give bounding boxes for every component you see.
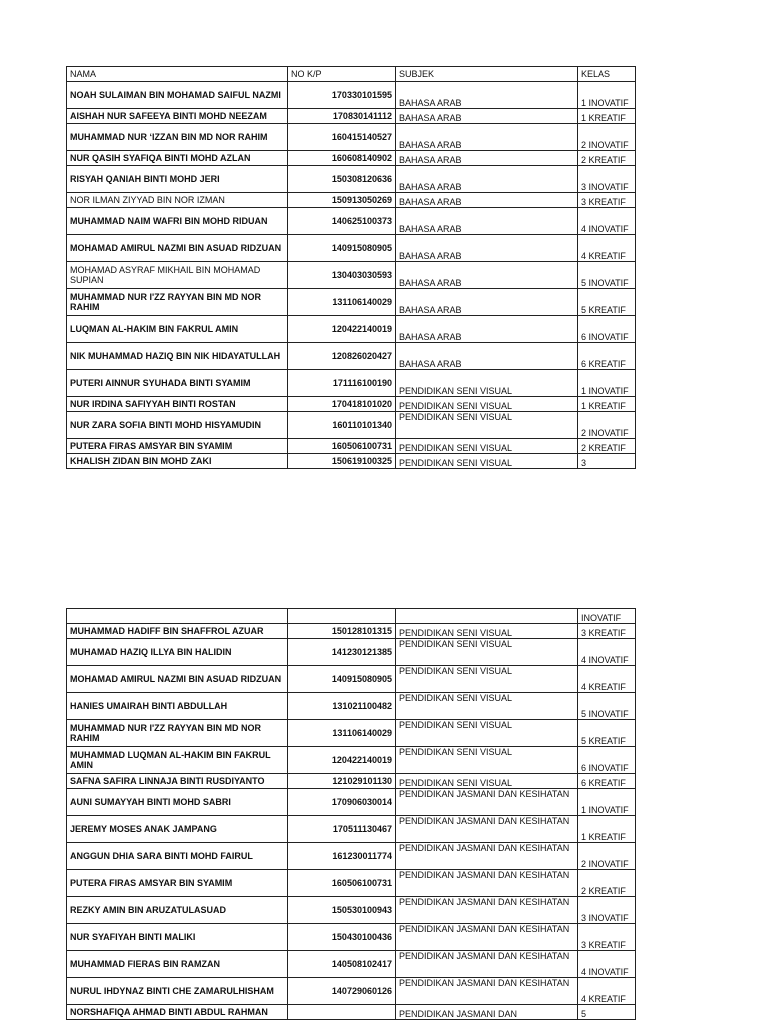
table-row bbox=[67, 151, 636, 166]
table-row bbox=[67, 774, 636, 789]
cell-subjek: PENDIDIKAN SENI VISUAL bbox=[396, 747, 578, 774]
table-row bbox=[67, 235, 636, 262]
cell-subjek: PENDIDIKAN SENI VISUAL bbox=[396, 774, 578, 789]
cell-no-kp: 150128101315 bbox=[288, 624, 396, 639]
table-row bbox=[67, 166, 636, 193]
table-row bbox=[67, 412, 636, 439]
table-row bbox=[67, 193, 636, 208]
cell-nama: MUHAMMAD NUR I'ZZ RAYYAN BIN MD NOR RAHIM bbox=[67, 289, 288, 316]
cell-no-kp: 160608140902 bbox=[288, 151, 396, 166]
table-page-1 bbox=[66, 66, 636, 469]
cell-kelas: 5 KREATIF bbox=[578, 720, 636, 747]
cell-subjek: PENDIDIKAN SENI VISUAL bbox=[396, 624, 578, 639]
cell-subjek: BAHASA ARAB bbox=[396, 262, 578, 289]
cell-no-kp: 131106140029 bbox=[288, 289, 396, 316]
cell-nama: MUHAMMAD NUR ‘IZZAN BIN MD NOR RAHIM bbox=[67, 124, 288, 151]
cell-kelas: 4 KREATIF bbox=[578, 235, 636, 262]
cell-nama: NUR QASIH SYAFIQA BINTI MOHD AZLAN bbox=[67, 151, 288, 166]
cell-kelas: 1 INOVATIF bbox=[578, 370, 636, 397]
table-row bbox=[67, 454, 636, 469]
cell-kelas: 4 KREATIF bbox=[578, 666, 636, 693]
cell-nama: MUHAMMAD LUQMAN AL-HAKIM BIN FAKRUL AMIN bbox=[67, 747, 288, 774]
table-row bbox=[67, 693, 636, 720]
cell-subjek: BAHASA ARAB bbox=[396, 151, 578, 166]
cell-kelas: 5 INOVATIF bbox=[578, 693, 636, 720]
cell-subjek: PENDIDIKAN SENI VISUAL bbox=[396, 693, 578, 720]
header-nama: NAMA bbox=[67, 67, 288, 82]
cell-nama: LUQMAN AL-HAKIM BIN FAKRUL AMIN bbox=[67, 316, 288, 343]
cell-nama: PUTERI AINNUR SYUHADA BINTI SYAMIM bbox=[67, 370, 288, 397]
cell-subjek: BAHASA ARAB bbox=[396, 343, 578, 370]
cell-subjek: PENDIDIKAN SENI VISUAL bbox=[396, 370, 578, 397]
cell-no-kp: 150530100943 bbox=[288, 897, 396, 924]
cell-subjek: BAHASA ARAB bbox=[396, 82, 578, 109]
header-kelas: KELAS bbox=[578, 67, 636, 82]
table-row bbox=[67, 1005, 636, 1020]
cell-subjek: BAHASA ARAB bbox=[396, 124, 578, 151]
cell-no-kp: 150308120636 bbox=[288, 166, 396, 193]
cell-kelas: 6 INOVATIF bbox=[578, 316, 636, 343]
cell-kelas: 3 KREATIF bbox=[578, 624, 636, 639]
cell-no-kp: 131021100482 bbox=[288, 693, 396, 720]
table-row bbox=[67, 124, 636, 151]
cell-no-kp: 140729060126 bbox=[288, 978, 396, 1005]
cell-no-kp: 140508102417 bbox=[288, 951, 396, 978]
cell-nama: JEREMY MOSES ANAK JAMPANG bbox=[67, 816, 288, 843]
cell-subjek: PENDIDIKAN SENI VISUAL bbox=[396, 397, 578, 412]
table-row bbox=[67, 370, 636, 397]
cell-nama: AISHAH NUR SAFEEYA BINTI MOHD NEEZAM bbox=[67, 109, 288, 124]
cell-kelas: 6 INOVATIF bbox=[578, 747, 636, 774]
cell-no-kp: 160506100731 bbox=[288, 439, 396, 454]
cell-nama: MOHAMAD ASYRAF MIKHAIL BIN MOHAMAD SUPIAN bbox=[67, 262, 288, 289]
table-row bbox=[67, 82, 636, 109]
cell-kelas: 4 KREATIF bbox=[578, 978, 636, 1005]
cell-subjek: PENDIDIKAN JASMANI DAN bbox=[396, 1005, 578, 1020]
cell-no-kp: 120826020427 bbox=[288, 343, 396, 370]
cell-no-kp: 171116100190 bbox=[288, 370, 396, 397]
table-row bbox=[67, 789, 636, 816]
table-row bbox=[67, 289, 636, 316]
cell-subjek: PENDIDIKAN JASMANI DAN KESIHATAN bbox=[396, 978, 578, 1005]
cell-nama: NOR ILMAN ZIYYAD BIN NOR IZMAN bbox=[67, 193, 288, 208]
cell-kelas: INOVATIF bbox=[578, 609, 636, 624]
cell-subjek: PENDIDIKAN SENI VISUAL bbox=[396, 412, 578, 439]
cell-subjek: PENDIDIKAN JASMANI DAN KESIHATAN bbox=[396, 951, 578, 978]
cell-no-kp: 121029101130 bbox=[288, 774, 396, 789]
cell-no-kp: 170418101020 bbox=[288, 397, 396, 412]
cell-nama: MUHAMMAD HADIFF BIN SHAFFROL AZUAR bbox=[67, 624, 288, 639]
cell-nama: PUTERA FIRAS AMSYAR BIN SYAMIM bbox=[67, 439, 288, 454]
cell-subjek: PENDIDIKAN JASMANI DAN KESIHATAN bbox=[396, 870, 578, 897]
cell-kelas: 2 INOVATIF bbox=[578, 843, 636, 870]
cell-no-kp bbox=[288, 1005, 396, 1020]
table-row bbox=[67, 109, 636, 124]
cell-no-kp: 160110101340 bbox=[288, 412, 396, 439]
cell-nama: REZKY AMIN BIN ARUZATULASUAD bbox=[67, 897, 288, 924]
cell-subjek: BAHASA ARAB bbox=[396, 208, 578, 235]
cell-subjek: PENDIDIKAN SENI VISUAL bbox=[396, 720, 578, 747]
cell-no-kp: 120422140019 bbox=[288, 316, 396, 343]
cell-nama: KHALISH ZIDAN BIN MOHD ZAKI bbox=[67, 454, 288, 469]
cell-no-kp: 150619100325 bbox=[288, 454, 396, 469]
cell-kelas: 1 INOVATIF bbox=[578, 789, 636, 816]
cell-nama: RISYAH QANIAH BINTI MOHD JERI bbox=[67, 166, 288, 193]
cell-nama: MOHAMAD AMIRUL NAZMI BIN ASUAD RIDZUAN bbox=[67, 666, 288, 693]
table-row bbox=[67, 624, 636, 639]
cell-nama: MUHAMAD HAZIQ ILLYA BIN HALIDIN bbox=[67, 639, 288, 666]
cell-kelas: 5 INOVATIF bbox=[578, 262, 636, 289]
table-row bbox=[67, 951, 636, 978]
cell-kelas: 3 KREATIF bbox=[578, 193, 636, 208]
table-row bbox=[67, 208, 636, 235]
cell-nama: SAFNA SAFIRA LINNAJA BINTI RUSDIYANTO bbox=[67, 774, 288, 789]
cell-no-kp: 170511130467 bbox=[288, 816, 396, 843]
cell-subjek: PENDIDIKAN JASMANI DAN KESIHATAN bbox=[396, 816, 578, 843]
cell-kelas: 1 KREATIF bbox=[578, 397, 636, 412]
table-row bbox=[67, 924, 636, 951]
cell-nama: NORSHAFIQA AHMAD BINTI ABDUL RAHMAN bbox=[67, 1005, 288, 1020]
cell-subjek: PENDIDIKAN SENI VISUAL bbox=[396, 439, 578, 454]
cell-subjek: PENDIDIKAN SENI VISUAL bbox=[396, 639, 578, 666]
cell-kelas: 2 INOVATIF bbox=[578, 412, 636, 439]
cell-nama: HANIES UMAIRAH BINTI ABDULLAH bbox=[67, 693, 288, 720]
cell-kelas: 5 bbox=[578, 1005, 636, 1020]
cell-kelas: 1 KREATIF bbox=[578, 816, 636, 843]
cell-kelas: 5 KREATIF bbox=[578, 289, 636, 316]
cell-nama bbox=[67, 609, 288, 624]
cell-kelas: 6 KREATIF bbox=[578, 774, 636, 789]
table-row bbox=[67, 666, 636, 693]
cell-subjek: BAHASA ARAB bbox=[396, 109, 578, 124]
cell-nama: MUHAMMAD FIERAS BIN RAMZAN bbox=[67, 951, 288, 978]
cell-no-kp: 120422140019 bbox=[288, 747, 396, 774]
cell-nama: NUR IRDINA SAFIYYAH BINTI ROSTAN bbox=[67, 397, 288, 412]
cell-no-kp: 130403030593 bbox=[288, 262, 396, 289]
cell-no-kp: 150913050269 bbox=[288, 193, 396, 208]
table-row bbox=[67, 439, 636, 454]
cell-nama: ANGGUN DHIA SARA BINTI MOHD FAIRUL bbox=[67, 843, 288, 870]
cell-subjek: BAHASA ARAB bbox=[396, 316, 578, 343]
cell-kelas: 1 KREATIF bbox=[578, 109, 636, 124]
cell-kelas: 2 INOVATIF bbox=[578, 124, 636, 151]
cell-kelas: 4 INOVATIF bbox=[578, 208, 636, 235]
cell-nama: MOHAMAD AMIRUL NAZMI BIN ASUAD RIDZUAN bbox=[67, 235, 288, 262]
table-row bbox=[67, 639, 636, 666]
cell-kelas: 3 INOVATIF bbox=[578, 166, 636, 193]
table-row bbox=[67, 316, 636, 343]
cell-kelas: 3 bbox=[578, 454, 636, 469]
cell-kelas: 3 KREATIF bbox=[578, 924, 636, 951]
cell-subjek: PENDIDIKAN SENI VISUAL bbox=[396, 454, 578, 469]
cell-no-kp: 150430100436 bbox=[288, 924, 396, 951]
table-page-2 bbox=[66, 608, 636, 1020]
cell-no-kp: 140625100373 bbox=[288, 208, 396, 235]
cell-subjek: PENDIDIKAN JASMANI DAN KESIHATAN bbox=[396, 897, 578, 924]
table-row bbox=[67, 816, 636, 843]
header-no-kp: NO K/P bbox=[288, 67, 396, 82]
table-row bbox=[67, 343, 636, 370]
cell-subjek: BAHASA ARAB bbox=[396, 235, 578, 262]
cell-kelas: 1 INOVATIF bbox=[578, 82, 636, 109]
cell-kelas: 3 INOVATIF bbox=[578, 897, 636, 924]
cell-no-kp: 131106140029 bbox=[288, 720, 396, 747]
cell-no-kp: 141230121385 bbox=[288, 639, 396, 666]
cell-no-kp: 170330101595 bbox=[288, 82, 396, 109]
header-subjek: SUBJEK bbox=[396, 67, 578, 82]
cell-kelas: 6 KREATIF bbox=[578, 343, 636, 370]
cell-no-kp: 140915080905 bbox=[288, 666, 396, 693]
cell-no-kp: 170830141112 bbox=[288, 109, 396, 124]
cell-kelas: 2 KREATIF bbox=[578, 151, 636, 166]
cell-nama: PUTERA FIRAS AMSYAR BIN SYAMIM bbox=[67, 870, 288, 897]
table-row bbox=[67, 843, 636, 870]
cell-nama: NUR SYAFIYAH BINTI MALIKI bbox=[67, 924, 288, 951]
table-row bbox=[67, 747, 636, 774]
cell-nama: AUNI SUMAYYAH BINTI MOHD SABRI bbox=[67, 789, 288, 816]
table-row bbox=[67, 397, 636, 412]
cell-subjek: BAHASA ARAB bbox=[396, 289, 578, 316]
cell-kelas: 4 INOVATIF bbox=[578, 639, 636, 666]
table-row bbox=[67, 897, 636, 924]
table-row bbox=[67, 609, 636, 624]
cell-nama: MUHAMMAD NUR I'ZZ RAYYAN BIN MD NOR RAHIM bbox=[67, 720, 288, 747]
table-row bbox=[67, 720, 636, 747]
cell-nama: NIK MUHAMMAD HAZIQ BIN NIK HIDAYATULLAH bbox=[67, 343, 288, 370]
cell-subjek: PENDIDIKAN SENI VISUAL bbox=[396, 666, 578, 693]
cell-no-kp: 140915080905 bbox=[288, 235, 396, 262]
cell-subjek bbox=[396, 609, 578, 624]
header-row bbox=[67, 67, 636, 82]
cell-nama: NUR ZARA SOFIA BINTI MOHD HISYAMUDIN bbox=[67, 412, 288, 439]
cell-subjek: BAHASA ARAB bbox=[396, 166, 578, 193]
cell-kelas: 4 INOVATIF bbox=[578, 951, 636, 978]
table-row bbox=[67, 978, 636, 1005]
cell-no-kp bbox=[288, 609, 396, 624]
cell-subjek: PENDIDIKAN JASMANI DAN KESIHATAN bbox=[396, 789, 578, 816]
cell-no-kp: 170906030014 bbox=[288, 789, 396, 816]
cell-subjek: BAHASA ARAB bbox=[396, 193, 578, 208]
cell-nama: NOAH SULAIMAN BIN MOHAMAD SAIFUL NAZMI bbox=[67, 82, 288, 109]
cell-subjek: PENDIDIKAN JASMANI DAN KESIHATAN bbox=[396, 843, 578, 870]
cell-no-kp: 160506100731 bbox=[288, 870, 396, 897]
cell-no-kp: 160415140527 bbox=[288, 124, 396, 151]
cell-nama: NURUL IHDYNAZ BINTI CHE ZAMARULHISHAM bbox=[67, 978, 288, 1005]
cell-kelas: 2 KREATIF bbox=[578, 870, 636, 897]
table-row bbox=[67, 870, 636, 897]
cell-subjek: PENDIDIKAN JASMANI DAN KESIHATAN bbox=[396, 924, 578, 951]
cell-kelas: 2 KREATIF bbox=[578, 439, 636, 454]
cell-nama: MUHAMMAD NAIM WAFRI BIN MOHD RIDUAN bbox=[67, 208, 288, 235]
table-row bbox=[67, 262, 636, 289]
cell-no-kp: 161230011774 bbox=[288, 843, 396, 870]
